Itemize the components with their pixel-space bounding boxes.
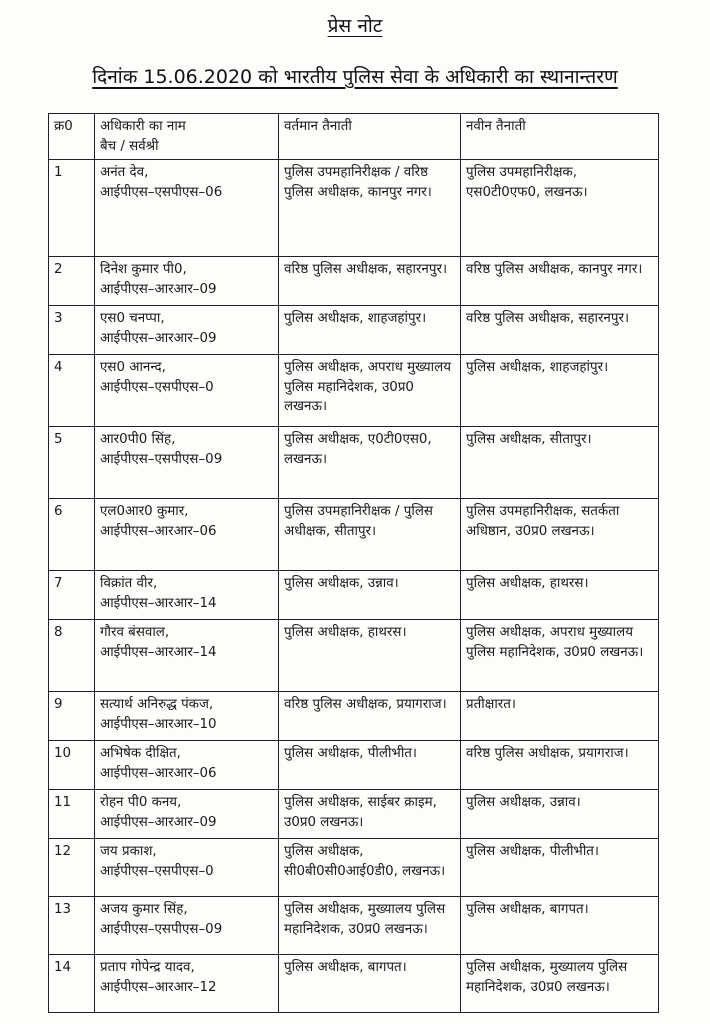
row-new-posting: पुलिस अधीक्षक, बागपत। bbox=[461, 897, 659, 955]
table-row bbox=[49, 355, 659, 427]
officer-batch: आईपीएस–एसपीएस–09 bbox=[100, 451, 223, 467]
row-officer bbox=[95, 306, 279, 355]
officer-name: एस0 आनन्द, bbox=[100, 360, 166, 375]
officer-name: अभिषेक दीक्षित, bbox=[100, 746, 181, 761]
header-name-line1: अधिकारी का नाम bbox=[100, 119, 186, 134]
officer-batch: आईपीएस–आरआर–09 bbox=[100, 814, 217, 830]
table-row bbox=[49, 160, 659, 257]
row-current-posting: वरिष्ठ पुलिस अधीक्षक, प्रयागराज। bbox=[279, 692, 461, 741]
officer-name: आर0पी0 सिंह, bbox=[100, 432, 176, 447]
officer-name: सत्यार्थ अनिरुद्ध पंकज, bbox=[100, 697, 214, 712]
row-serial: 11 bbox=[49, 790, 95, 839]
row-officer bbox=[95, 160, 279, 257]
table-row bbox=[49, 427, 659, 499]
row-serial: 10 bbox=[49, 741, 95, 790]
row-new-posting: वरिष्ठ पुलिस अधीक्षक, प्रयागराज। bbox=[461, 741, 659, 790]
row-current-posting: पुलिस अधीक्षक, बागपत। bbox=[279, 955, 461, 1013]
row-serial: 6 bbox=[49, 499, 95, 571]
officer-name: एल0आर0 कुमार, bbox=[100, 504, 189, 519]
row-current-posting: पुलिस अधीक्षक, मुख्यालय पुलिस महानिदेशक, उ0प्र0 लखनऊ। bbox=[279, 897, 461, 955]
row-serial: 12 bbox=[49, 839, 95, 897]
row-officer bbox=[95, 741, 279, 790]
row-current-posting: पुलिस उपमहानिरीक्षक / पुलिस अधीक्षक, सीतापुर। bbox=[279, 499, 461, 571]
table-row bbox=[49, 741, 659, 790]
officer-batch: आईपीएस–आरआर–14 bbox=[100, 595, 217, 611]
row-current-posting: पुलिस उपमहानिरीक्षक / वरिष्ठ पुलिस अधीक्षक, कानपुर नगर। bbox=[279, 160, 461, 257]
row-new-posting: पुलिस अधीक्षक, हाथरस। bbox=[461, 571, 659, 620]
row-new-posting: वरिष्ठ पुलिस अधीक्षक, सहारनपुर। bbox=[461, 306, 659, 355]
table-row bbox=[49, 499, 659, 571]
officer-batch: आईपीएस–आरआर–09 bbox=[100, 330, 217, 346]
row-serial: 7 bbox=[49, 571, 95, 620]
row-current-posting: पुलिस अधीक्षक, हाथरस। bbox=[279, 620, 461, 692]
row-officer bbox=[95, 620, 279, 692]
row-current-posting: पुलिस अधीक्षक, सी0बी0सी0आई0डी0, लखनऊ। bbox=[279, 839, 461, 897]
row-officer bbox=[95, 355, 279, 427]
table-row bbox=[49, 620, 659, 692]
table-row bbox=[49, 257, 659, 306]
header-new-posting: नवीन तैनाती bbox=[461, 114, 659, 160]
officer-name: दिनेश कुमार पी0, bbox=[100, 262, 187, 277]
row-new-posting: पुलिस अधीक्षक, मुख्यालय पुलिस महानिदेशक, उ0प्र0 लखनऊ। bbox=[461, 955, 659, 1013]
table-row bbox=[49, 306, 659, 355]
row-current-posting: पुलिस अधीक्षक, उन्नाव। bbox=[279, 571, 461, 620]
officer-name: अजय कुमार सिंह, bbox=[100, 902, 188, 917]
table-row bbox=[49, 790, 659, 839]
officer-batch: आईपीएस–आरआर–06 bbox=[100, 765, 217, 781]
officer-batch: आईपीएस–आरआर–09 bbox=[100, 281, 217, 297]
row-serial: 8 bbox=[49, 620, 95, 692]
officer-name: विक्रांत वीर, bbox=[100, 576, 158, 591]
header-current-posting: वर्तमान तैनाती bbox=[279, 114, 461, 160]
row-serial: 3 bbox=[49, 306, 95, 355]
page-subtitle: दिनांक 15.06.2020 को भारतीय पुलिस सेवा के अधिकारी का स्थानान्तरण bbox=[92, 66, 618, 88]
row-serial: 5 bbox=[49, 427, 95, 499]
transfer-table bbox=[48, 113, 659, 1013]
table-row bbox=[49, 692, 659, 741]
table-body bbox=[49, 160, 659, 1013]
row-current-posting: पुलिस अधीक्षक, ए0टी0एस0, लखनऊ। bbox=[279, 427, 461, 499]
table-row bbox=[49, 897, 659, 955]
row-officer bbox=[95, 571, 279, 620]
row-new-posting: वरिष्ठ पुलिस अधीक्षक, कानपुर नगर। bbox=[461, 257, 659, 306]
row-serial: 9 bbox=[49, 692, 95, 741]
officer-name: प्रताप गोपेन्द्र यादव, bbox=[100, 960, 195, 975]
officer-batch: आईपीएस–आरआर–14 bbox=[100, 644, 217, 660]
row-new-posting: पुलिस अधीक्षक, अपराध मुख्यालय पुलिस महानिदेशक, उ0प्र0 लखनऊ। bbox=[461, 620, 659, 692]
row-serial: 1 bbox=[49, 160, 95, 257]
row-current-posting: पुलिस अधीक्षक, साईबर क्राइम, उ0प्र0 लखनऊ। bbox=[279, 790, 461, 839]
table-header-row bbox=[49, 114, 659, 160]
table-row bbox=[49, 571, 659, 620]
officer-name: गौरव बंसवाल, bbox=[100, 625, 170, 640]
row-officer bbox=[95, 839, 279, 897]
row-new-posting: पुलिस अधीक्षक, पीलीभीत। bbox=[461, 839, 659, 897]
row-officer bbox=[95, 427, 279, 499]
row-officer bbox=[95, 955, 279, 1013]
officer-batch: आईपीएस–एसपीएस–06 bbox=[100, 184, 223, 200]
row-current-posting: वरिष्ठ पुलिस अधीक्षक, सहारनपुर। bbox=[279, 257, 461, 306]
page-title: प्रेस नोट bbox=[327, 15, 383, 37]
row-serial: 4 bbox=[49, 355, 95, 427]
row-officer bbox=[95, 692, 279, 741]
row-current-posting: पुलिस अधीक्षक, शाहजहांपुर। bbox=[279, 306, 461, 355]
row-new-posting: पुलिस उपमहानिरीक्षक, एस0टी0एफ0, लखनऊ। bbox=[461, 160, 659, 257]
header-name-line2: बैच / सर्वश्री bbox=[100, 138, 159, 154]
row-serial: 13 bbox=[49, 897, 95, 955]
row-officer bbox=[95, 897, 279, 955]
officer-batch: आईपीएस–आरआर–10 bbox=[100, 716, 217, 732]
officer-batch: आईपीएस–एसपीएस–0 bbox=[100, 863, 214, 879]
table-row bbox=[49, 955, 659, 1013]
row-officer bbox=[95, 257, 279, 306]
row-new-posting: पुलिस अधीक्षक, उन्नाव। bbox=[461, 790, 659, 839]
officer-batch: आईपीएस–आरआर–12 bbox=[100, 979, 217, 995]
row-officer bbox=[95, 499, 279, 571]
header-serial: क्र0 bbox=[49, 114, 95, 160]
row-new-posting: पुलिस अधीक्षक, सीतापुर। bbox=[461, 427, 659, 499]
row-serial: 2 bbox=[49, 257, 95, 306]
row-new-posting: प्रतीक्षारत। bbox=[461, 692, 659, 741]
officer-name: अनंत देव, bbox=[100, 165, 149, 180]
officer-name: रोहन पी0 कनय, bbox=[100, 795, 182, 810]
row-officer bbox=[95, 790, 279, 839]
officer-name: जय प्रकाश, bbox=[100, 844, 157, 859]
officer-batch: आईपीएस–एसपीएस–0 bbox=[100, 379, 214, 395]
row-new-posting: पुलिस अधीक्षक, शाहजहांपुर। bbox=[461, 355, 659, 427]
row-serial: 14 bbox=[49, 955, 95, 1013]
header-officer-name bbox=[95, 114, 279, 160]
table-row bbox=[49, 839, 659, 897]
row-new-posting: पुलिस उपमहानिरीक्षक, सतर्कता अधिष्ठान, उ0प्र0 लखनऊ। bbox=[461, 499, 659, 571]
officer-batch: आईपीएस–आरआर–06 bbox=[100, 523, 217, 539]
row-current-posting: पुलिस अधीक्षक, अपराध मुख्यालय पुलिस महानिदेशक, उ0प्र0 लखनऊ। bbox=[279, 355, 461, 427]
row-current-posting: पुलिस अधीक्षक, पीलीभीत। bbox=[279, 741, 461, 790]
officer-name: एस0 चनप्पा, bbox=[100, 311, 165, 326]
officer-batch: आईपीएस–एसपीएस–09 bbox=[100, 921, 223, 937]
